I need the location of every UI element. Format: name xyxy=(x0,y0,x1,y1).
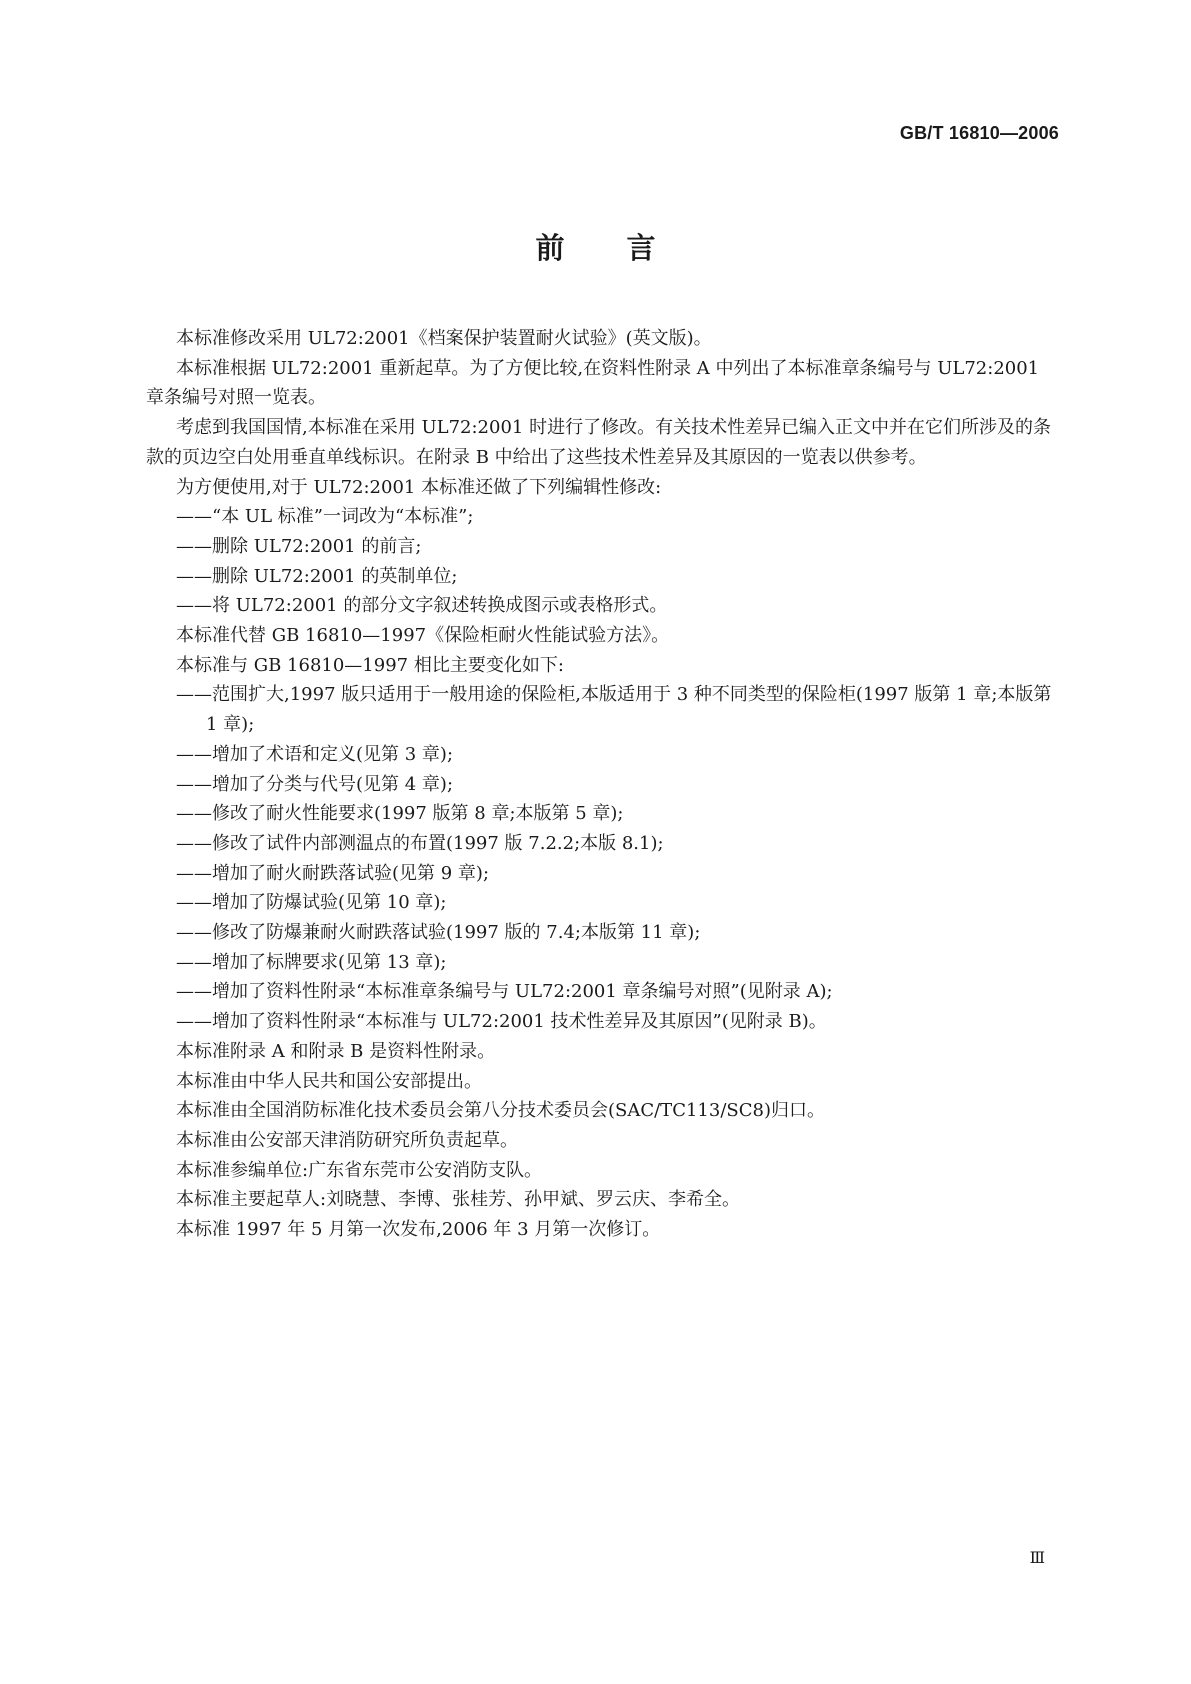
paragraph: 本标准 1997 年 5 月第一次发布,2006 年 3 月第一次修订。 xyxy=(176,1219,661,1241)
list-item: ——将 UL72:2001 的部分文字叙述转换成图示或表格形式。 xyxy=(176,595,668,617)
paragraph: 本标准主要起草人:刘晓慧、李博、张桂芳、孙甲斌、罗云庆、李希全。 xyxy=(176,1189,741,1211)
paragraph: 本标准与 GB 16810—1997 相比主要变化如下: xyxy=(176,654,564,676)
paragraph: 本标准由公安部天津消防研究所负责起草。 xyxy=(176,1129,518,1151)
paragraph: 本标准附录 A 和附录 B 是资料性附录。 xyxy=(176,1040,496,1062)
list-item: ——增加了防爆试验(见第 10 章); xyxy=(176,892,447,914)
foreword-body xyxy=(146,324,1059,1245)
paragraph: 本标准修改采用 UL72:2001《档案保护装置耐火试验》(英文版)。 xyxy=(176,328,712,349)
paragraph: 为方便使用,对于 UL72:2001 本标准还做了下列编辑性修改: xyxy=(176,476,662,498)
list-item: ——增加了术语和定义(见第 3 章); xyxy=(176,743,454,765)
paragraph: 本标准代替 GB 16810—1997《保险柜耐火性能试验方法》。 xyxy=(176,625,670,647)
standard-code: GB/T 16810—2006 xyxy=(899,123,1059,143)
list-item: ——修改了防爆兼耐火耐跌落试验(1997 版的 7.4;本版第 11 章); xyxy=(176,922,701,944)
list-item: ——删除 UL72:2001 的英制单位; xyxy=(176,565,458,587)
page-number: Ⅲ xyxy=(1029,1548,1045,1567)
page-title: 前言 xyxy=(535,231,718,265)
list-item: ——增加了分类与代号(见第 4 章); xyxy=(176,773,454,795)
paragraph: 本标准由中华人民共和国公安部提出。 xyxy=(176,1070,482,1092)
list-item: ——删除 UL72:2001 的前言; xyxy=(176,535,422,557)
list-item: ——增加了标牌要求(见第 13 章); xyxy=(176,951,447,973)
list-item: ——修改了试件内部测温点的布置(1997 版 7.2.2;本版 8.1); xyxy=(176,832,664,854)
paragraph: 本标准根据 UL72:2001 重新起草。为了方便比较,在资料性附录 A 中列出了本标准章条编号与 UL72:2001 章条编号对照一览表。 xyxy=(146,357,1040,409)
list-item: ——增加了耐火耐跌落试验(见第 9 章); xyxy=(176,862,490,884)
paragraph: 本标准由全国消防标准化技术委员会第八分技术委员会(SAC/TC113/SC8)归口。 xyxy=(176,1100,825,1122)
list-item: ——增加了资料性附录“本标准与 UL72:2001 技术性差异及其原因”(见附录 B)。 xyxy=(176,1011,827,1033)
list-item: ——修改了耐火性能要求(1997 版第 8 章;本版第 5 章); xyxy=(176,803,624,825)
list-item: ——增加了资料性附录“本标准章条编号与 UL72:2001 章条编号对照”(见附录 A); xyxy=(176,981,833,1003)
list-item: ——“本 UL 标准”一词改为“本标准”; xyxy=(176,506,474,528)
paragraph: 考虑到我国国情,本标准在采用 UL72:2001 时进行了修改。有关技术性差异已编入正文中并在它们所涉及的条款的页边空白处用垂直单线标识。在附录 B 中给出了这些技术性差异及其原因的一览表以供参考。 xyxy=(146,417,1052,468)
list-item: ——范围扩大,1997 版只适用于一般用途的保险柜,本版适用于 3 种不同类型的保险柜(1997 版第 1 章;本版第 1 章); xyxy=(176,684,1052,736)
paragraph: 本标准参编单位:广东省东莞市公安消防支队。 xyxy=(176,1159,543,1181)
